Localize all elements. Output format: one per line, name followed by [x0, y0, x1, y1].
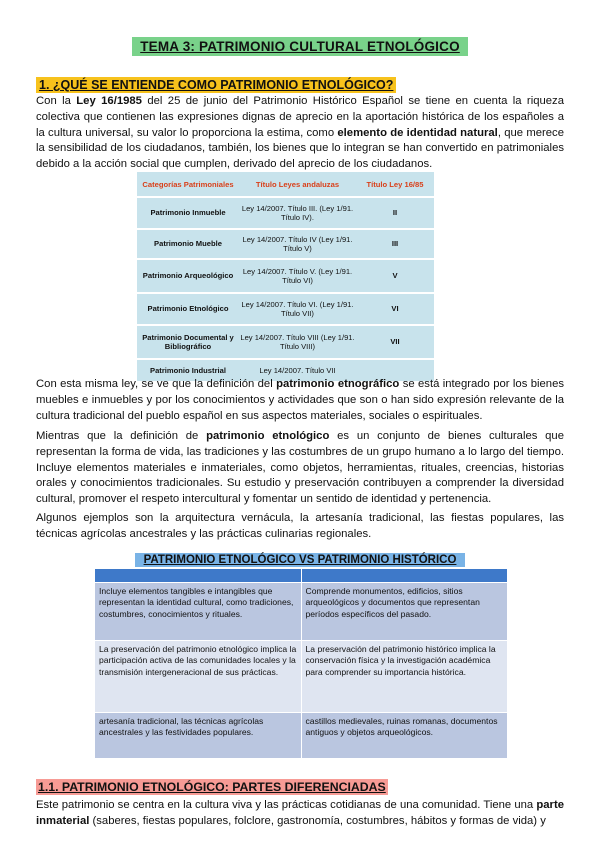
- table-cell: Comprende monumentos, edificios, sitios arqueológicos y documentos que representan períodos específicos del pasado.: [301, 583, 508, 641]
- table-cell: castillos medievales, ruinas romanas, documentos antiguos y objetos arqueológicos.: [301, 713, 508, 759]
- table-cell: Patrimonio Documental y Bibliográfico: [137, 325, 239, 359]
- table-cell: Incluye elementos tangibles e intangibles que representan la identidad cultural, como tradiciones, costumbres, conocimientos y rituales.: [95, 583, 302, 641]
- table-header-cell: Categorías Patrimoniales: [137, 172, 239, 197]
- comparison-header-row: [95, 569, 508, 583]
- table-cell: III: [356, 229, 434, 259]
- table-row: [137, 259, 434, 293]
- table-cell: VII: [356, 325, 434, 359]
- section-1-paragraph-4: Algunos ejemplos son la arquitectura vernácula, la artesanía tradicional, las fiestas populares, las técnicas agrícolas ancestrales y las prácticas culinarias regionales.: [36, 512, 564, 540]
- comparison-table: [94, 568, 508, 759]
- table-header-cell: Título Leyes andaluzas: [239, 172, 356, 197]
- section-1-paragraph-1: Con la Ley 16/1985 del 25 de junio del Patrimonio Histórico Español se tiene en cuenta la riqueza colectiva que contienen las expresiones dignas de aprecio en la aportación histórica de los españoles a la cultura universal, su valor lo proporciona la estima, como elemento de identidad natural, que merece la sensibilidad de los ciudadanos, también, los bienes que lo integran se han convertido en patrimoniales debido a la acción social que cumplen, derivado del aprecio de los ciudadanos.: [36, 95, 564, 171]
- table-row: [137, 325, 434, 359]
- section-1-paragraph-2: Con esta misma ley, se ve que la definición del patrimonio etnográfico se está integrado por los bienes muebles e inmuebles y por los conocimientos y actividades que son o han sido expresión relevante de la cultura tradicional del pueblo español en sus aspectos materiales, sociales o espirituales.: [36, 378, 565, 422]
- table-row: [137, 229, 434, 259]
- section-1-heading: 1. ¿QUÉ SE ENTIENDE COMO PATRIMONIO ETNOLÓGICO?: [36, 77, 396, 93]
- table-header-cell: Título Ley 16/85: [356, 172, 434, 197]
- table-row: [95, 583, 508, 641]
- table-cell: Patrimonio Industrial: [137, 359, 239, 381]
- table-cell: artesanía tradicional, las técnicas agrícolas ancestrales y las festividades populares.: [95, 713, 302, 759]
- table-header-row: [137, 172, 434, 197]
- table-cell: Ley 14/2007. Título V. (Ley 1/91. Título VI): [239, 259, 356, 293]
- table-row: [137, 197, 434, 229]
- table-cell: Ley 14/2007. Título IV (Ley 1/91. Título V): [239, 229, 356, 259]
- section-1-1-heading: 1.1. PATRIMONIO ETNOLÓGICO: PARTES DIFERENCIADAS: [38, 780, 386, 794]
- table-cell: Ley 14/2007. Título VII: [239, 359, 356, 381]
- table-cell: La preservación del patrimonio histórico implica la conservación física y la investigación académica para comprender su importancia histórica.: [301, 641, 508, 713]
- table-cell: Ley 14/2007. Título III. (Ley 1/91. Título IV).: [239, 197, 356, 229]
- table-cell: Ley 14/2007. Título VI. (Ley 1/91. Título VII): [239, 293, 356, 325]
- table-cell: La preservación del patrimonio etnológico implica la participación activa de las comunidades locales y la transmisión intergeneracional de sus prácticas.: [95, 641, 302, 713]
- section-1-1-paragraph-1: Este patrimonio se centra en la cultura viva y las prácticas cotidianas de una comunidad. Tiene una parte inmaterial (saberes, fiestas populares, folclore, gastronomía, costumbres, hábitos y formas de vida) y: [36, 799, 564, 827]
- table-cell: Ley 14/2007. Título VIII (Ley 1/91. Título VIII): [239, 325, 356, 359]
- table-cell: Patrimonio Mueble: [137, 229, 239, 259]
- table-cell: Patrimonio Inmueble: [137, 197, 239, 229]
- table-cell: V: [356, 259, 434, 293]
- table-row: [95, 713, 508, 759]
- table-row: [95, 641, 508, 713]
- table-cell: VI: [356, 293, 434, 325]
- table-cell: II: [356, 197, 434, 229]
- document-title: TEMA 3: PATRIMONIO CULTURAL ETNOLÓGICO: [132, 37, 468, 56]
- law-titles-table: [137, 172, 434, 381]
- section-1-paragraph-3: Mientras que la definición de patrimonio etnológico es un conjunto de bienes culturales que representan la forma de vida, las tradiciones y las costumbres de un grupo humano a lo largo del tiempo. Incluye elementos materiales e inmateriales, como objetos, herramientas, rituales, creencias, historias orales y conocimientos tradicionales. Su estudio y preservación contribuyen a comprender la diversidad cultural, promover el respeto intercultural y fomentar un sentido de identidad y pertenencia.: [36, 430, 564, 506]
- table-cell: Patrimonio Etnológico: [137, 293, 239, 325]
- table-cell: Patrimonio Arqueológico: [137, 259, 239, 293]
- table-row: [137, 293, 434, 325]
- comparison-heading: PATRIMONIO ETNOLÓGICO VS PATRIMONIO HISTÓRICO: [135, 553, 466, 567]
